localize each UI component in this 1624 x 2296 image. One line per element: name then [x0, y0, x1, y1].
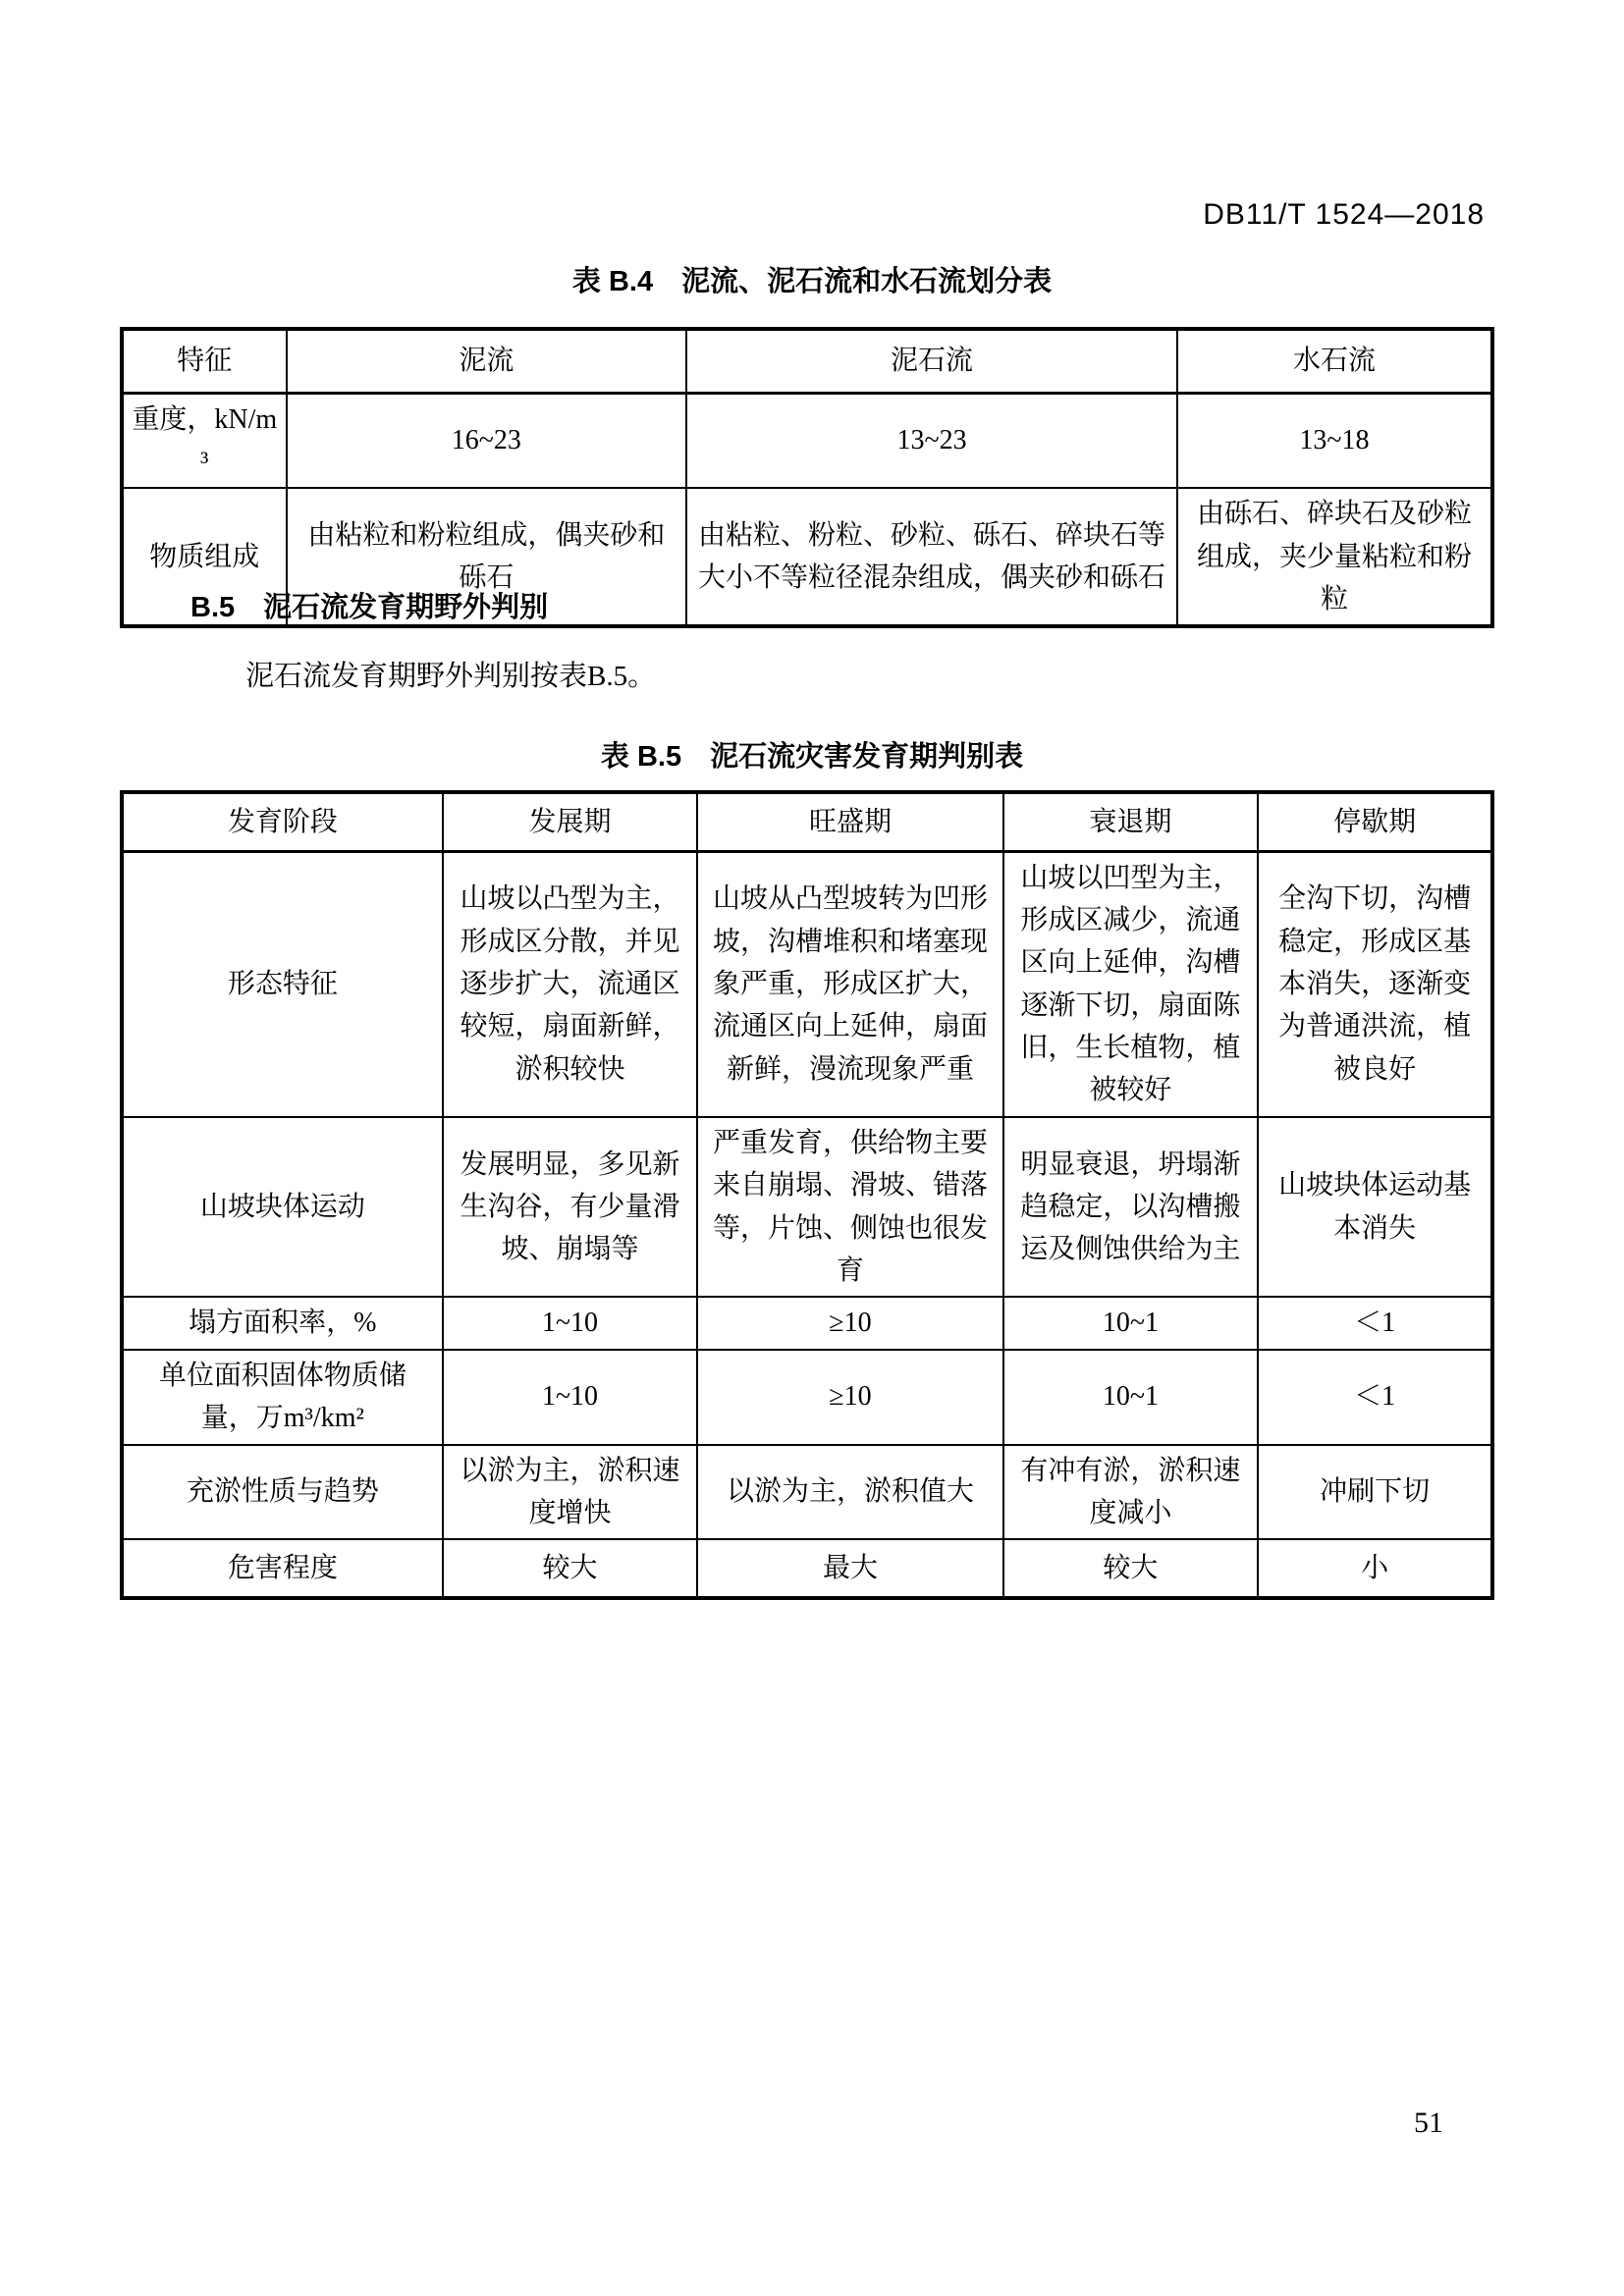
table-b4-cell: 由粘粒、粉粒、砂粒、砾石、碎块石等大小不等粒径混杂组成，偶夹砂和砾石 [686, 488, 1177, 626]
table-b4-cell: 16~23 [287, 393, 687, 488]
table-b4-header-cell: 特征 [122, 329, 287, 393]
table-b5-cell: 以淤为主，淤积速度增快 [443, 1445, 698, 1540]
table-b4-header-cell: 泥石流 [686, 329, 1177, 393]
table-b5-cell: ≥10 [697, 1350, 1002, 1445]
table-b4-cell: 物质组成 [122, 488, 287, 626]
table-b4-header-cell: 泥流 [287, 329, 687, 393]
table-b5-cell: 10~1 [1003, 1350, 1259, 1445]
table-b5-header-cell: 发育阶段 [122, 792, 443, 851]
table-b5-cell: ≥10 [697, 1297, 1002, 1349]
table-b4-cell: 重度，kN/m³ [122, 393, 287, 488]
table-b5-cell: 最大 [697, 1539, 1002, 1598]
page-number: 51 [1414, 2107, 1443, 2139]
table-row [122, 1539, 1492, 1598]
table-b5-cell: 山坡以凸型为主，形成区分散，并见逐步扩大，流通区较短，扇面新鲜，淤积较快 [443, 851, 698, 1117]
table-row [122, 1445, 1492, 1540]
table-b5-cell: 山坡块体运动 [122, 1117, 443, 1298]
table-b5-cell: 严重发育，供给物主要来自崩塌、滑坡、错落等，片蚀、侧蚀也很发育 [697, 1117, 1002, 1298]
table-row [122, 393, 1492, 488]
table-b5-cell: 山坡从凸型坡转为凹形坡，沟槽堆积和堵塞现象严重，形成区扩大，流通区向上延伸，扇面新鲜，漫流现象严重 [697, 851, 1002, 1117]
table-row [122, 329, 1492, 393]
table-b5-cell: 明显衰退，坍塌渐趋稳定，以沟槽搬运及侧蚀供给为主 [1003, 1117, 1259, 1298]
table-row [122, 1350, 1492, 1445]
table-row [122, 851, 1492, 1117]
section-b5-paragraph: 泥石流发育期野外判别按表B.5。 [245, 661, 657, 692]
table-b5-header-cell: 旺盛期 [697, 792, 1002, 851]
table-b5-cell: 形态特征 [122, 851, 443, 1117]
table-b5-cell: 较大 [443, 1539, 698, 1598]
document-code: DB11/T 1524—2018 [1203, 198, 1485, 231]
table-b5-cell: ＜1 [1258, 1350, 1492, 1445]
table-row [122, 792, 1492, 851]
table-b5-cell: 以淤为主，淤积值大 [697, 1445, 1002, 1540]
table-row [122, 1117, 1492, 1298]
table-b5-cell: 较大 [1003, 1539, 1259, 1598]
table-b5-cell: 全沟下切，沟槽稳定，形成区基本消失，逐渐变为普通洪流，植被良好 [1258, 851, 1492, 1117]
table-b5-cell: 山坡以凹型为主，形成区减少，流通区向上延伸，沟槽逐渐下切，扇面陈旧，生长植物，植被较好 [1003, 851, 1259, 1117]
table-b4 [120, 327, 1494, 628]
table-b5 [120, 790, 1494, 1600]
table-row [122, 1297, 1492, 1349]
table-b5-cell: 10~1 [1003, 1297, 1259, 1349]
table-b5-cell: ＜1 [1258, 1297, 1492, 1349]
table-b5-cell: 小 [1258, 1539, 1492, 1598]
table-b5-header-cell: 衰退期 [1003, 792, 1259, 851]
table-b5-caption: 表 B.5 泥石流灾害发育期判别表 [600, 741, 1024, 773]
table-b5-cell: 发展明显，多见新生沟谷，有少量滑坡、崩塌等 [443, 1117, 698, 1298]
table-b5-cell: 冲刷下切 [1258, 1445, 1492, 1540]
table-b5-cell: 单位面积固体物质储量，万m³/km² [122, 1350, 443, 1445]
table-b5-cell: 充淤性质与趋势 [122, 1445, 443, 1540]
table-b5-cell: 山坡块体运动基本消失 [1258, 1117, 1492, 1298]
table-b5-cell: 有冲有淤，淤积速度减小 [1003, 1445, 1259, 1540]
table-b5-header-cell: 发展期 [443, 792, 698, 851]
table-b4-caption: 表 B.4 泥流、泥石流和水石流划分表 [571, 266, 1053, 297]
table-b5-cell: 危害程度 [122, 1539, 443, 1598]
table-b4-cell: 由粘粒和粉粒组成，偶夹砂和砾石 [287, 488, 687, 626]
table-b5-cell: 1~10 [443, 1350, 698, 1445]
table-b4-header-cell: 水石流 [1177, 329, 1492, 393]
section-b5-heading: B.5 泥石流发育期野外判别 [190, 592, 549, 623]
table-b4-cell: 13~23 [686, 393, 1177, 488]
table-b4-cell: 13~18 [1177, 393, 1492, 488]
table-b4-cell: 由砾石、碎块石及砂粒组成，夹少量粘粒和粉粒 [1177, 488, 1492, 626]
table-b5-cell: 塌方面积率，% [122, 1297, 443, 1349]
table-b5-cell: 1~10 [443, 1297, 698, 1349]
table-b5-header-cell: 停歇期 [1258, 792, 1492, 851]
